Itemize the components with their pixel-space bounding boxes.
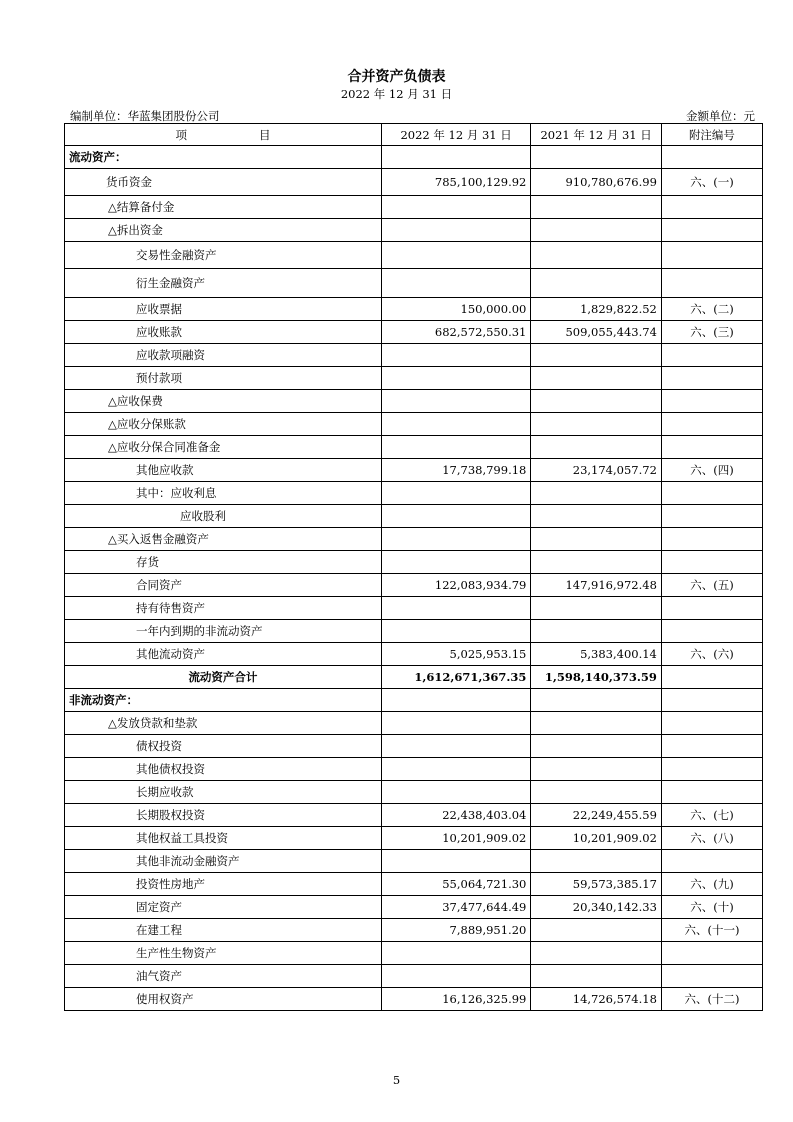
value-2021: 23,174,057.72 (531, 459, 662, 482)
row-label: 其他权益工具投资 (65, 827, 382, 850)
note-ref: 六、(四) (661, 459, 762, 482)
value-2021 (531, 850, 662, 873)
table-row (65, 242, 763, 269)
table-row (65, 196, 763, 219)
value-2022: 37,477,644.49 (381, 896, 530, 919)
table-row (65, 988, 763, 1011)
value-2021: 1,598,140,373.59 (531, 666, 662, 689)
note-ref (661, 482, 762, 505)
value-2022 (381, 146, 530, 169)
row-label: 油气资产 (65, 965, 382, 988)
note-ref (661, 758, 762, 781)
value-2021 (531, 146, 662, 169)
value-2022: 55,064,721.30 (381, 873, 530, 896)
note-ref (661, 965, 762, 988)
table-row (65, 804, 763, 827)
row-label: △拆出资金 (65, 219, 382, 242)
table-row (65, 367, 763, 390)
table-row (65, 896, 763, 919)
row-label: 应收款项融资 (65, 344, 382, 367)
row-label: 预付款项 (65, 367, 382, 390)
value-2021 (531, 919, 662, 942)
value-2022 (381, 482, 530, 505)
table-row (65, 965, 763, 988)
note-ref (661, 344, 762, 367)
value-2021 (531, 758, 662, 781)
row-label: 长期应收款 (65, 781, 382, 804)
value-2021 (531, 242, 662, 269)
value-2022: 16,126,325.99 (381, 988, 530, 1011)
note-ref (661, 528, 762, 551)
note-ref (661, 367, 762, 390)
note-ref (661, 269, 762, 298)
page-number: 5 (392, 1073, 401, 1087)
page-title: 合并资产负债表 (347, 69, 446, 85)
value-2022: 682,572,550.31 (381, 321, 530, 344)
value-2021 (531, 196, 662, 219)
note-ref: 六、(九) (661, 873, 762, 896)
row-label: 非流动资产： (65, 689, 382, 712)
row-label: 其他应收款 (65, 459, 382, 482)
note-ref (661, 689, 762, 712)
table-row (65, 390, 763, 413)
note-ref (661, 219, 762, 242)
value-2022 (381, 735, 530, 758)
row-label: 衍生金融资产 (65, 269, 382, 298)
note-ref (661, 413, 762, 436)
value-2021 (531, 413, 662, 436)
value-2022: 122,083,934.79 (381, 574, 530, 597)
note-ref (661, 942, 762, 965)
table-row (65, 781, 763, 804)
row-label: 其他流动资产 (65, 643, 382, 666)
note-ref (661, 436, 762, 459)
note-ref (661, 712, 762, 735)
value-2022 (381, 551, 530, 574)
note-ref (661, 850, 762, 873)
table-row (65, 413, 763, 436)
value-2022: 17,738,799.18 (381, 459, 530, 482)
row-label: △发放贷款和垫款 (65, 712, 382, 735)
note-ref: 六、(五) (661, 574, 762, 597)
value-2021: 22,249,455.59 (531, 804, 662, 827)
value-2022 (381, 712, 530, 735)
note-ref (661, 196, 762, 219)
balance-sheet-table (64, 123, 763, 1011)
row-label: 流动资产合计 (65, 666, 382, 689)
column-header-2021: 2021 年 12 月 31 日 (531, 124, 662, 146)
value-2022 (381, 344, 530, 367)
table-row (65, 758, 763, 781)
note-ref: 六、(十) (661, 896, 762, 919)
note-ref (661, 620, 762, 643)
value-2021: 10,201,909.02 (531, 827, 662, 850)
table-row (65, 269, 763, 298)
value-2022 (381, 965, 530, 988)
table-row (65, 505, 763, 528)
value-2021 (531, 436, 662, 459)
table-row (65, 689, 763, 712)
value-2022: 1,612,671,367.35 (381, 666, 530, 689)
note-ref (661, 551, 762, 574)
value-2021 (531, 781, 662, 804)
column-header-item-b: 目 (258, 127, 271, 142)
row-label: 合同资产 (65, 574, 382, 597)
table-row (65, 942, 763, 965)
value-2022 (381, 597, 530, 620)
row-label: 应收股利 (65, 505, 382, 528)
row-label: 投资性房地产 (65, 873, 382, 896)
note-ref (661, 146, 762, 169)
value-2021: 509,055,443.74 (531, 321, 662, 344)
table-row (65, 666, 763, 689)
note-ref: 六、(三) (661, 321, 762, 344)
row-label: 债权投资 (65, 735, 382, 758)
value-2021 (531, 965, 662, 988)
value-2022 (381, 413, 530, 436)
value-2022: 5,025,953.15 (381, 643, 530, 666)
value-2022 (381, 436, 530, 459)
table-row (65, 712, 763, 735)
value-2021 (531, 367, 662, 390)
value-2022 (381, 850, 530, 873)
table-row (65, 735, 763, 758)
table-row (65, 482, 763, 505)
value-2022 (381, 242, 530, 269)
value-2022 (381, 390, 530, 413)
row-label: 持有待售资产 (65, 597, 382, 620)
note-ref: 六、(十二) (661, 988, 762, 1011)
row-label: 生产性生物资产 (65, 942, 382, 965)
value-2021 (531, 689, 662, 712)
value-2022: 7,889,951.20 (381, 919, 530, 942)
row-label: 交易性金融资产 (65, 242, 382, 269)
value-2021 (531, 528, 662, 551)
column-header-item (65, 124, 382, 146)
value-2021: 147,916,972.48 (531, 574, 662, 597)
note-ref: 六、(一) (661, 169, 762, 196)
row-label: 应收票据 (65, 298, 382, 321)
note-ref: 六、(六) (661, 643, 762, 666)
table-row (65, 436, 763, 459)
value-2021 (531, 344, 662, 367)
value-2021 (531, 712, 662, 735)
value-2022 (381, 689, 530, 712)
row-label: △应收保费 (65, 390, 382, 413)
row-label: △应收分保合同准备金 (65, 436, 382, 459)
table-row (65, 827, 763, 850)
value-2021 (531, 390, 662, 413)
value-2021 (531, 942, 662, 965)
table-header-row (65, 124, 763, 146)
value-2021: 59,573,385.17 (531, 873, 662, 896)
note-ref (661, 505, 762, 528)
table-row (65, 919, 763, 942)
table-row (65, 298, 763, 321)
value-2021 (531, 482, 662, 505)
row-label: △应收分保账款 (65, 413, 382, 436)
row-label: 其他非流动金融资产 (65, 850, 382, 873)
column-header-item-a: 项 (175, 127, 187, 142)
table-row (65, 873, 763, 896)
currency-unit-label: 金额单位：元 (686, 109, 755, 123)
value-2021 (531, 735, 662, 758)
note-ref (661, 781, 762, 804)
row-label: 其他债权投资 (65, 758, 382, 781)
table-row (65, 219, 763, 242)
note-ref (661, 390, 762, 413)
value-2021 (531, 505, 662, 528)
value-2022 (381, 505, 530, 528)
row-label: 存货 (65, 551, 382, 574)
note-ref (661, 735, 762, 758)
value-2021: 20,340,142.33 (531, 896, 662, 919)
value-2021: 910,780,676.99 (531, 169, 662, 196)
note-ref (661, 242, 762, 269)
value-2022 (381, 367, 530, 390)
value-2022 (381, 219, 530, 242)
value-2022 (381, 620, 530, 643)
row-label: 应收账款 (65, 321, 382, 344)
value-2022 (381, 269, 530, 298)
note-ref (661, 597, 762, 620)
note-ref: 六、(七) (661, 804, 762, 827)
note-ref: 六、(十一) (661, 919, 762, 942)
value-2022 (381, 528, 530, 551)
table-row (65, 620, 763, 643)
note-ref (661, 666, 762, 689)
table-row (65, 528, 763, 551)
value-2022 (381, 781, 530, 804)
row-label: 固定资产 (65, 896, 382, 919)
report-date: 2022 年 12 月 31 日 (340, 87, 453, 101)
table-row (65, 344, 763, 367)
row-label: 其中：应收利息 (65, 482, 382, 505)
table-row (65, 169, 763, 196)
note-ref: 六、(二) (661, 298, 762, 321)
value-2022: 150,000.00 (381, 298, 530, 321)
value-2021 (531, 620, 662, 643)
column-header-2022: 2022 年 12 月 31 日 (381, 124, 530, 146)
row-label: 使用权资产 (65, 988, 382, 1011)
value-2022: 10,201,909.02 (381, 827, 530, 850)
value-2021 (531, 551, 662, 574)
table-row (65, 574, 763, 597)
table-row (65, 597, 763, 620)
table-row (65, 551, 763, 574)
row-label: 货币资金 (65, 169, 382, 196)
value-2021 (531, 219, 662, 242)
value-2022: 785,100,129.92 (381, 169, 530, 196)
table-row (65, 643, 763, 666)
value-2022 (381, 196, 530, 219)
row-label: 长期股权投资 (65, 804, 382, 827)
note-ref: 六、(八) (661, 827, 762, 850)
row-label: 在建工程 (65, 919, 382, 942)
value-2022 (381, 758, 530, 781)
table-row (65, 850, 763, 873)
company-label: 编制单位：华蓝集团股份公司 (70, 109, 220, 123)
value-2022: 22,438,403.04 (381, 804, 530, 827)
table-row (65, 459, 763, 482)
table-row (65, 146, 763, 169)
value-2022 (381, 942, 530, 965)
table-row (65, 321, 763, 344)
column-header-note: 附注编号 (661, 124, 762, 146)
value-2021: 5,383,400.14 (531, 643, 662, 666)
row-label: △结算备付金 (65, 196, 382, 219)
row-label: △买入返售金融资产 (65, 528, 382, 551)
value-2021 (531, 269, 662, 298)
value-2021: 1,829,822.52 (531, 298, 662, 321)
row-label: 一年内到期的非流动资产 (65, 620, 382, 643)
value-2021: 14,726,574.18 (531, 988, 662, 1011)
row-label: 流动资产： (65, 146, 382, 169)
value-2021 (531, 597, 662, 620)
